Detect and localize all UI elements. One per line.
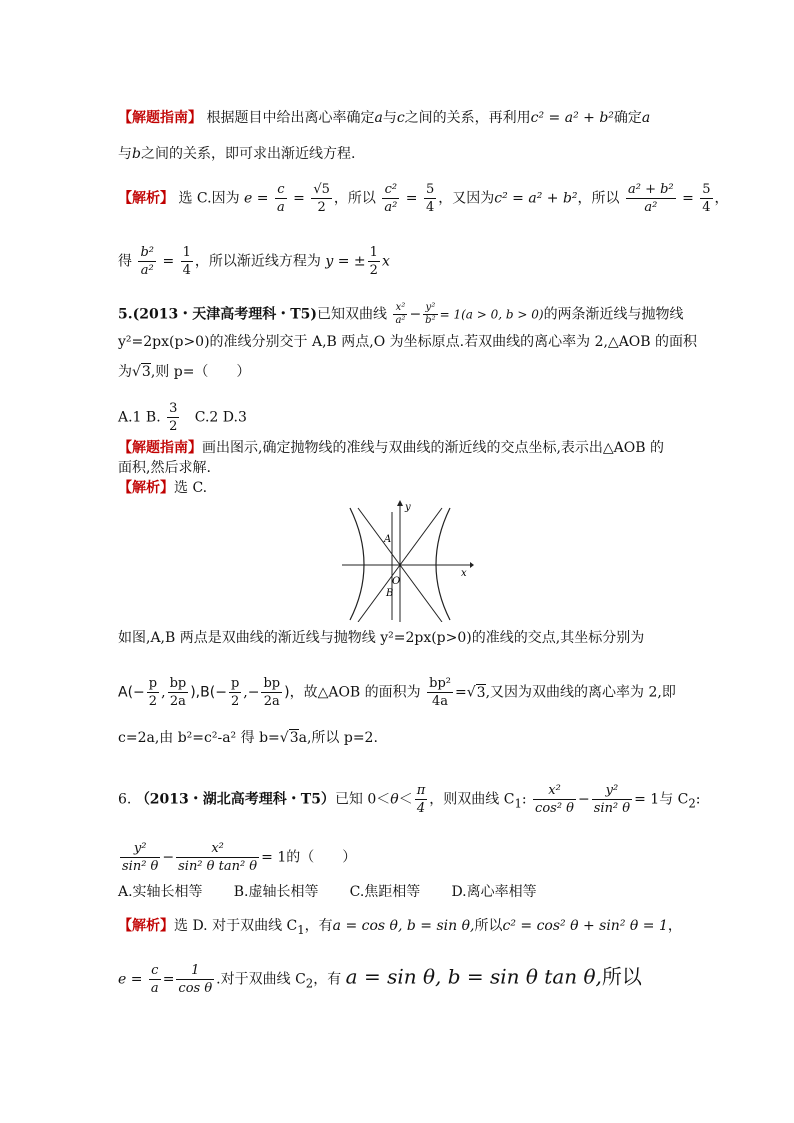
label-B: B [386,588,394,599]
q5-exp-1 [118,628,644,648]
text: ，所以 [333,190,376,207]
fraction: $\frac{3}{2}$ [169,401,178,434]
label-x: x [461,568,467,579]
q5-exp-3 [118,728,378,748]
text: : [521,791,527,808]
formula: y = ± [325,253,366,270]
formula: e = [118,971,143,988]
fraction: $\frac{\text{b²}}{\text{a²}}$ [140,245,154,278]
text: ，有 [313,971,342,988]
analysis-line-1 [118,181,729,216]
q5-line-2 [118,332,697,352]
text: ，故△AOB 的面积为 [289,684,421,701]
equals: = [682,190,694,207]
q6-line-2: $\frac{\text{y²}}{\text{sin² θ}}$ − $\frac{\text{x²}}{\text{sin² θ tan² θ}}$ = 1的（ ） [122,841,357,874]
text: 确定 [613,110,642,126]
guide-line-1 [118,108,650,128]
hyperbola-figure [342,500,474,622]
minus: − [409,306,422,323]
text: ，又因为 [438,190,495,207]
text: 根据题目中给出离心率确定 [206,110,375,126]
var-a: a [641,110,651,126]
var-c: c [396,110,405,126]
fraction: $\frac{\text{x²}}{\text{a²}}$ [395,302,406,326]
q6-line-1: 6. （2013・湖北高考理科・T5）已知 0＜θ＜ $\frac{\pi}{4}$ ，则双曲线 $C_1$: $\frac{\text{x²}}{\text{cos² θ}}$ − $\frac{\text{y²}}{\text{sin² θ}}$ = 1与 $C_2$: [118,783,701,816]
equals: = [293,190,305,207]
fraction: $\frac{\text{y²}}{\text{b²}}$ [425,302,436,326]
label-y: y [405,502,411,513]
q5-analysis [118,478,207,498]
text: ),B(− [190,684,227,701]
analysis-tag: 【解析】 [118,918,174,934]
q5-guide-2 [118,458,211,478]
text: ＜ [398,791,413,808]
fraction: $\frac{bp}{2a}$ [263,676,281,709]
sqrt: √3 [466,684,486,701]
sqrt: √3 [279,730,299,746]
analysis-tag: 【解析】 [118,190,174,207]
text: ，则双曲线 C [429,791,515,808]
text: 之间的关系，即可求出渐近线方程. [140,146,356,162]
text: 选 C.因为 [178,190,240,207]
text: ,又因为双曲线的离心率为 2,即 [485,684,676,701]
text: ，所以渐近线方程为 [194,253,321,270]
text: 所以 [601,964,642,989]
text: ) [284,684,290,701]
equals: = [454,684,467,701]
sqrt: √3 [132,364,151,380]
text: 选 C. [174,480,208,496]
text: .对于双曲线 C [216,971,306,988]
text: 画出图示,确定抛物线的准线与双曲线的渐近线的交点坐标,表示出△AOB 的 [202,440,664,456]
text: 已知 0＜ [334,791,391,808]
fraction: $\frac{\text{y²}}{\text{sin² θ}}$ [593,783,631,816]
label-A: A [384,534,392,545]
analysis-tag: 【解析】 [118,480,174,496]
fraction: $\frac{p}{2}$ [148,676,158,709]
text: ，所以 [577,190,620,207]
text: 如图,A,B 两点是双曲线的渐近线与抛物线 y²=2px(p>0)的准线的交点,其坐标分别为 [118,630,645,646]
option-a: A.实轴长相等 [118,884,203,900]
subscript: 1 [514,796,522,811]
fraction: $\frac{c}{a}$ [150,963,159,996]
theta: θ [390,791,399,808]
q6-analysis-2: e = $\frac{c}{a}$ = $\frac{1}{\text{cos θ}}$ .对于双曲线 $C_2$，有 a = sin θ, b = sin θ tan θ,所以 [118,963,642,996]
option-c: C.焦距相等 [349,884,421,900]
fraction: $\frac{\text{bp²}}{4a}$ [429,676,451,709]
fraction: $\frac{\text{c²}}{\text{a²}}$ [384,182,398,215]
text: 面积,然后求解. [118,460,211,476]
question-source: （2013・湖北高考理科・T5） [135,791,335,808]
question-number: 6. [118,791,132,808]
text: 与 [118,146,132,162]
text: 得 [118,253,132,270]
text: 之间的关系，再利用 [404,110,531,126]
condition: = 1(a > 0, b > 0) [439,307,544,322]
text: 的两条渐近线与抛物线 [543,306,684,323]
text: ,则 p=（ ） [150,364,251,380]
text: = 1与 C [634,791,689,808]
option-b: B.虚轴长相等 [233,884,319,900]
text: A(− [118,684,145,701]
text: 选 D. 对于双曲线 C [174,918,298,934]
equals: = [405,190,418,207]
text: ， [667,918,682,934]
q5-exp-2: A(− $\frac{p}{2}$ , $\frac{bp}{2a}$ ),B(− $\frac{p}{2}$ ,− $\frac{bp}{2a}$ )，故△AOB 的面积为 $\frac{\text{bp²}}{4a}$ =√3,又因为双曲线的离心率为 2,即 [118,676,676,709]
var-a: a [374,110,383,126]
fraction: $\frac{1}{4}$ [182,245,191,278]
fraction: $\frac{1}{2}$ [369,245,378,278]
formula: a = sin θ, b = sin θ tan θ, [345,964,602,989]
formula: e = [244,190,269,207]
text: 已知双曲线 [317,306,387,323]
text: a,所以 p=2. [298,730,378,746]
guide-tag: 【解题指南】 [118,440,202,456]
fraction: $\frac{\text{x²}}{\text{sin² θ tan² θ}}$ [178,841,258,874]
formula: a = cos θ, b = sin θ, [332,918,475,934]
var-x: x [381,253,390,270]
q6-options [118,882,537,902]
formula: c² = cos² θ + sin² θ = 1 [502,918,668,934]
option-text: C.2 D.3 [194,409,247,426]
fraction: $\frac{5}{4}$ [425,182,435,215]
subscript: 1 [297,922,305,937]
hyperbola-left-branch [350,508,364,620]
fraction: $\frac{p}{2}$ [230,676,240,709]
question-source: (2013・天津高考理科・T5) [132,306,317,323]
question-number: 5. [118,306,133,323]
fraction: $\frac{bp}{2a}$ [169,676,187,709]
q5-line-3 [118,362,250,382]
guide-line-2 [118,144,355,164]
text: 为 [118,364,132,380]
q6-analysis-1 [118,916,682,940]
text: c=2a,由 b²=c²-a² 得 b= [118,730,280,746]
fraction: $\frac{\text{a² + b²}}{\text{a²}}$ [627,182,674,215]
y-axis-arrow [397,500,403,506]
q5-options [118,400,247,435]
option-d: D.离心率相等 [451,884,537,900]
formula: c² = a² + b² [530,110,614,126]
text: y²=2px(p>0)的准线分别交于 A,B 两点,O 为坐标原点.若双曲线的离心率为 2,△AOB 的面积 [118,334,698,350]
hyperbola-right-branch [436,508,450,620]
q5-line-1 [118,302,684,327]
guide-tag: 【解题指南】 [118,110,202,126]
fraction: $\frac{c}{a}$ [276,182,285,215]
formula: c² = a² + b² [494,190,578,207]
equals: = [162,253,175,270]
fraction: $\frac{\text{y²}}{\text{sin² θ}}$ [122,841,159,874]
fraction: $\frac{\pi}{4}$ [416,783,426,816]
label-O: O [392,576,401,587]
option-text: A.1 B. [118,409,161,426]
fraction: $\frac{√5}{2}$ [313,182,330,215]
text: 与 [382,110,397,126]
fraction: $\frac{5}{4}$ [702,182,711,215]
analysis-line-2 [118,244,390,279]
text: : [695,791,701,808]
var-b: b [132,146,141,162]
subscript: 2 [305,976,314,991]
text: ， [714,190,729,207]
q5-guide-1 [118,438,664,458]
text: 所以 [474,918,503,934]
text: = 1的（ ） [261,849,357,866]
text: ，有 [304,918,333,934]
fraction: $\frac{\text{x²}}{\text{cos² θ}}$ [535,783,574,816]
subscript: 2 [688,796,696,811]
x-axis-arrow [470,562,474,568]
fraction: $\frac{1}{\text{cos θ}}$ [178,963,213,996]
